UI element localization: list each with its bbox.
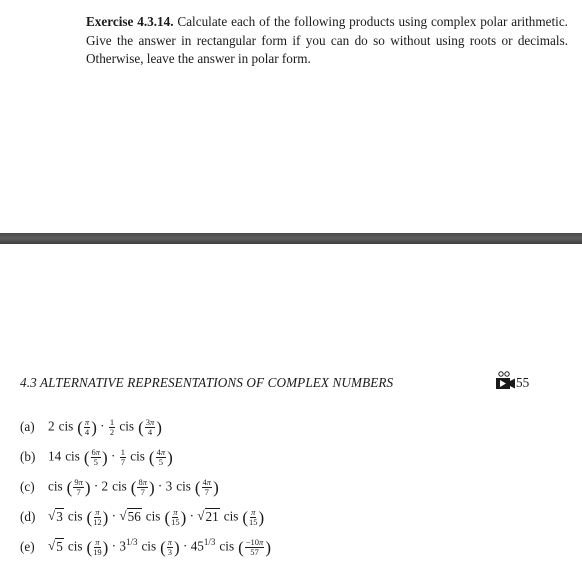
problem-d (20, 502, 271, 532)
problem-list (20, 412, 271, 562)
problem-label: (a) (20, 419, 35, 434)
video-icon (494, 370, 516, 392)
problem-expression: 2 cis ( $\frac{\pi}{4}$ ) · $\frac{1}{2}$ cis ( $\frac{3\pi}{4}$ ) (48, 416, 162, 437)
problem-c (20, 472, 271, 502)
problem-a (20, 412, 271, 442)
page-divider (0, 233, 582, 244)
problem-label: (b) (20, 449, 36, 464)
running-head: 4.3 ALTERNATIVE REPRESENTATIONS OF COMPLEX NUMBERS (20, 375, 394, 390)
problem-expression: cis ( $\frac{9\pi}{7}$ ) · 2 cis ( $\frac{8\pi}{7}$ ) · 3 cis ( $\frac{4\pi}{7}$ ) (48, 476, 219, 497)
exercise-statement (86, 13, 568, 69)
problem-label: (c) (20, 479, 35, 494)
page-number: 55 (516, 375, 530, 390)
problem-expression: √ 5 cis ( $\frac{\pi}{19}$ ) · $3^{1/3}$ cis ( $\frac{\pi}{3}$ ) · $45^{1/3}$ cis ( $\frac{-10\pi}{57}$ ) (48, 536, 271, 557)
exercise-label: Exercise 4.3.14. (86, 14, 174, 29)
problem-label: (e) (20, 539, 35, 554)
problem-b (20, 442, 271, 472)
problem-expression: 14 cis ( $\frac{6\pi}{5}$ ) · $\frac{1}{7}$ cis ( $\frac{4\pi}{5}$ ) (48, 446, 173, 467)
exercise-text: Calculate each of the following products using complex polar arithmetic. Give the answer in rectangular form if you can do so without using roots or decimals. Otherwise, leave the answer in polar form. (86, 14, 568, 66)
page-top (0, 0, 582, 234)
problem-e (20, 532, 271, 562)
problem-expression: √ 3 cis ( $\frac{\pi}{12}$ ) · √ 56 cis ( $\frac{\pi}{15}$ ) · √ 21 cis ( $\frac{\pi}{15}$ ) (48, 506, 265, 527)
problem-label: (d) (20, 509, 36, 524)
